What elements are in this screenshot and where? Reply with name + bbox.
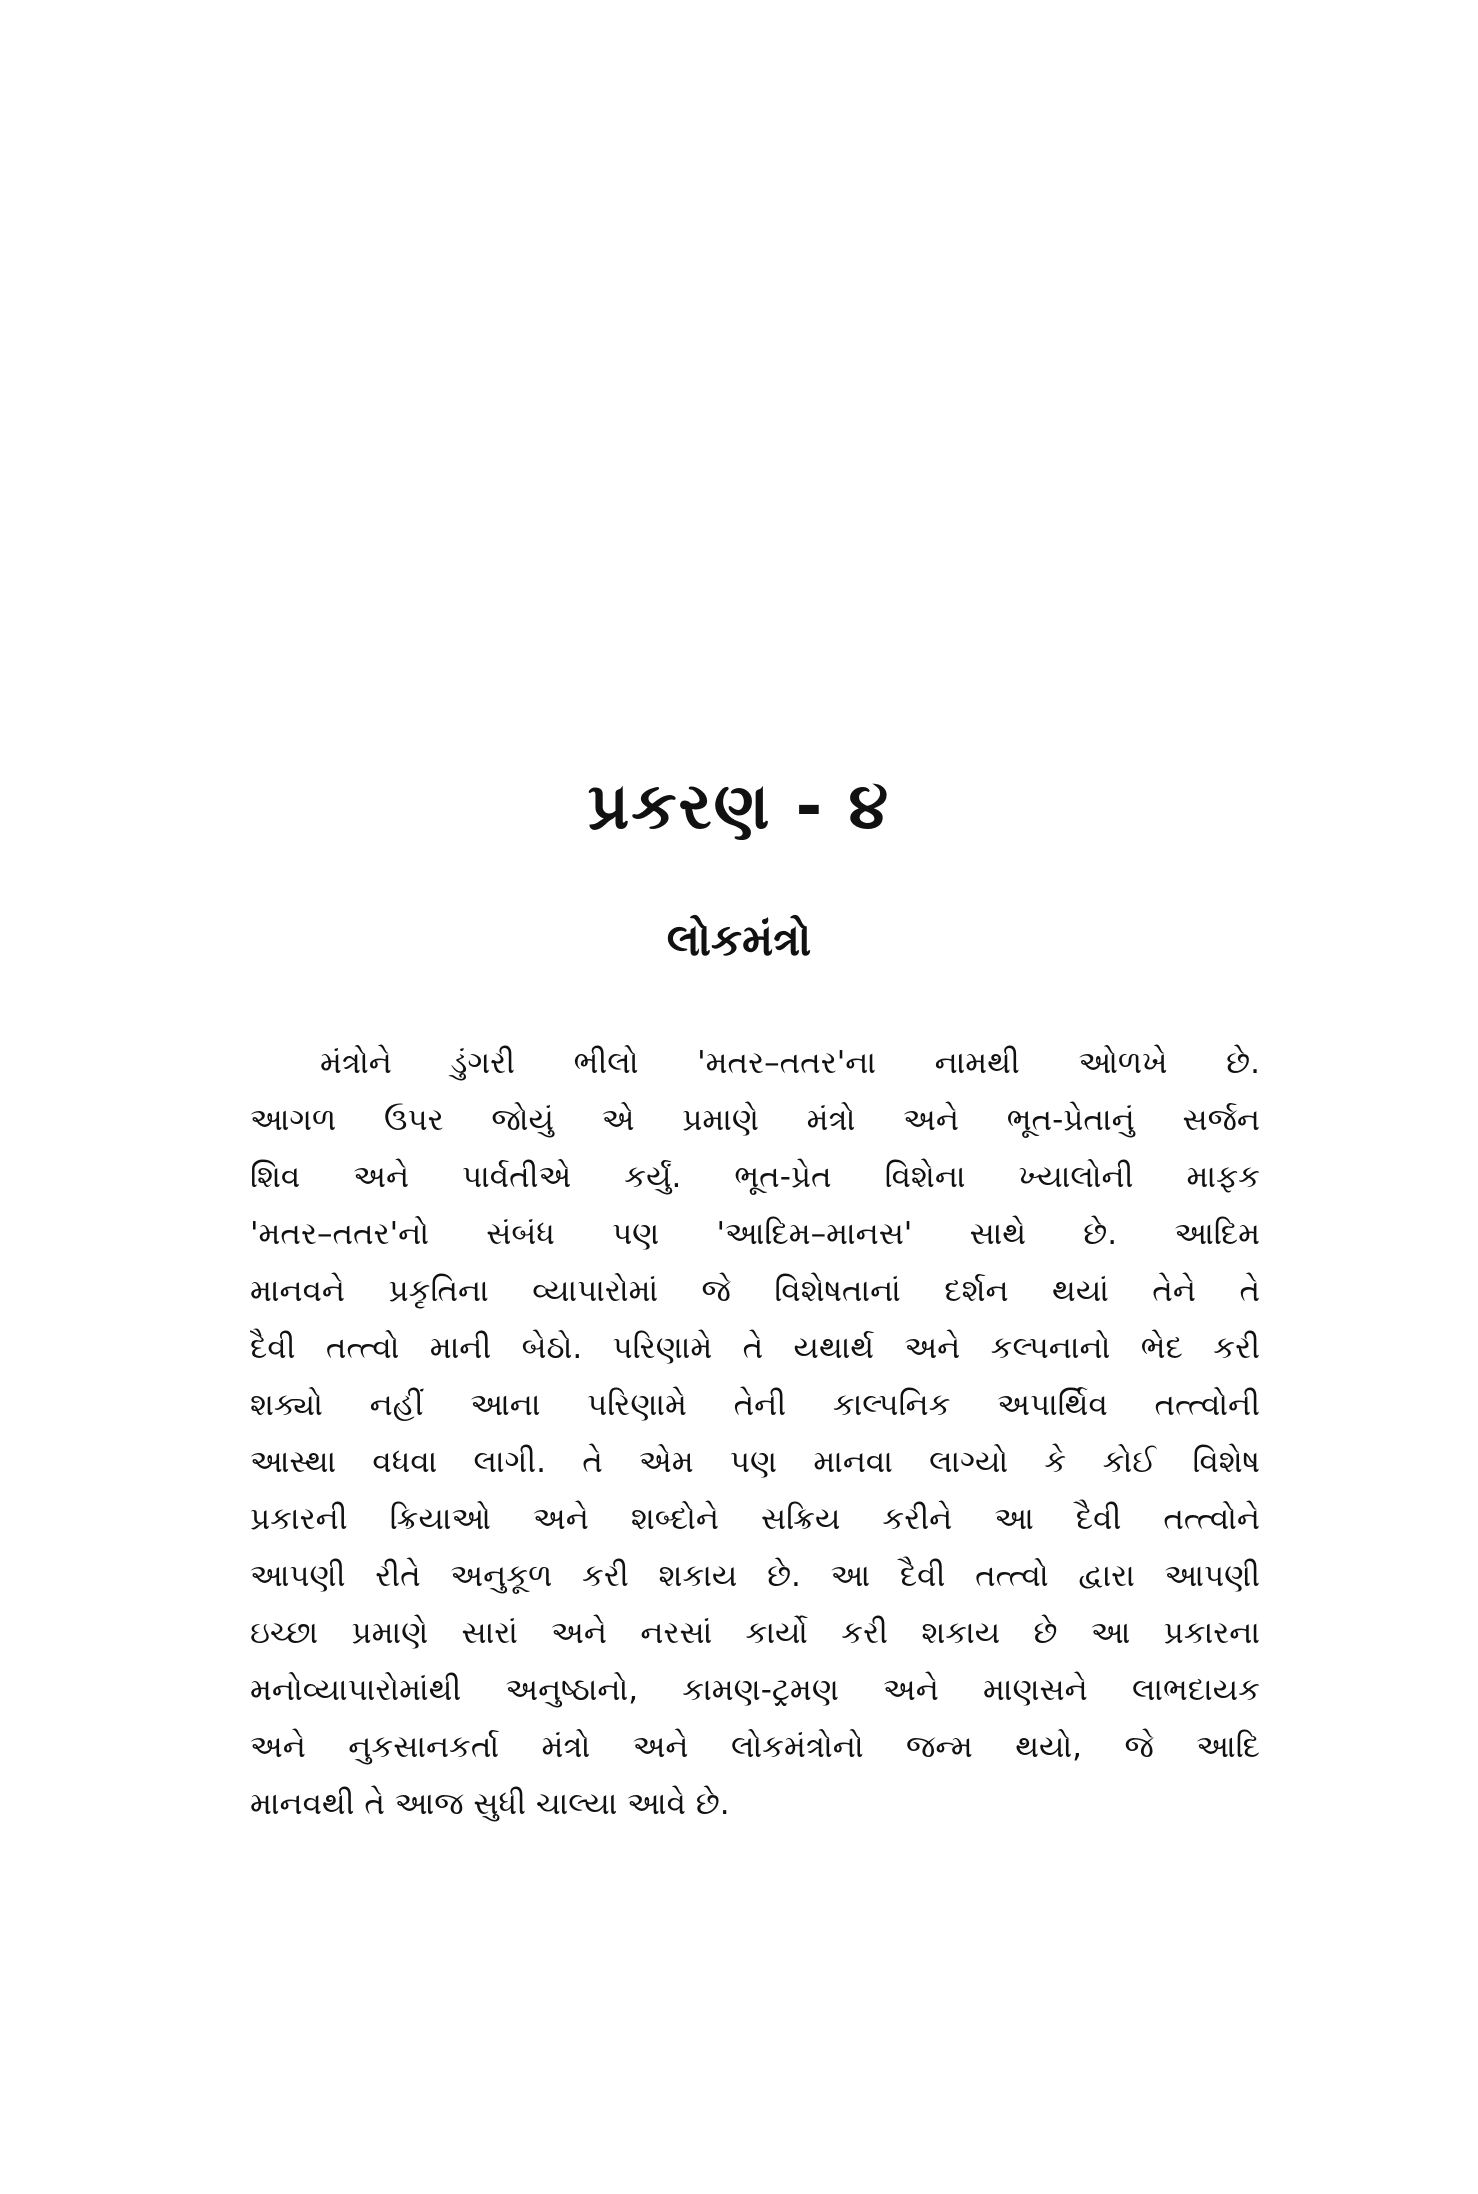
chapter-title: પ્રકરણ - ૪ (587, 770, 891, 844)
paragraph-line: મનોવ્યાપારોમાંથી અનુષ્ઠાનો, કામણ-ટ્રમણ અને માણસને લાભદાયક (250, 1672, 1260, 1708)
paragraph-line: અને નુકસાનકર્તા મંત્રો અને લોકમંત્રોનો જન્મ થયો, જે આદિ (250, 1729, 1260, 1765)
paragraph-line: પ્રકારની ક્રિયાઓ અને શબ્દોને સક્રિય કરીને આ દૈવી તત્ત્વોને (250, 1501, 1260, 1537)
paragraph-line: 'મતર–તતર'નો સંબંધ પણ 'આદિમ–માનસ' સાથે છે. આદિમ (250, 1216, 1260, 1252)
body-paragraph (250, 1035, 1260, 1833)
paragraph-line: મંત્રોને ડુંગરી ભીલો 'મતર–તતર'ના નામથી ઓળખે છે. (320, 1045, 1260, 1081)
section-title: લોકમંત્રો (666, 915, 812, 966)
paragraph-line: શિવ અને પાર્વતીએ કર્યું. ભૂત-પ્રેત વિશેના ખ્યાલોની માફક (250, 1159, 1260, 1195)
paragraph-line: આગળ ઉપર જોયું એ પ્રમાણે મંત્રો અને ભૂત-પ્રેતાનું સર્જન (250, 1102, 1260, 1138)
paragraph-line: દૈવી તત્ત્વો માની બેઠો. પરિણામે તે યથાર્થ અને કલ્પનાનો ભેદ કરી (250, 1330, 1260, 1366)
paragraph-line: માનવથી તે આજ સુધી ચાલ્યા આવે છે. (250, 1786, 730, 1822)
paragraph-line: ઇચ્છા પ્રમાણે સારાં અને નરસાં કાર્યો કરી શકાય છે આ પ્રકારના (250, 1615, 1260, 1651)
paragraph-line: આપણી રીતે અનુકૂળ કરી શકાય છે. આ દૈવી તત્ત્વો દ્વારા આપણી (250, 1558, 1260, 1594)
paragraph-line: માનવને પ્રકૃતિના વ્યાપારોમાં જે વિશેષતાનાં દર્શન થયાં તેને તે (250, 1273, 1260, 1309)
paragraph-line: આસ્થા વધવા લાગી. તે એમ પણ માનવા લાગ્યો કે કોઈ વિશેષ (250, 1444, 1260, 1480)
paragraph-line: શક્યો નહીં આના પરિણામે તેની કાલ્પનિક અપાર્થિવ તત્ત્વોની (250, 1387, 1260, 1423)
